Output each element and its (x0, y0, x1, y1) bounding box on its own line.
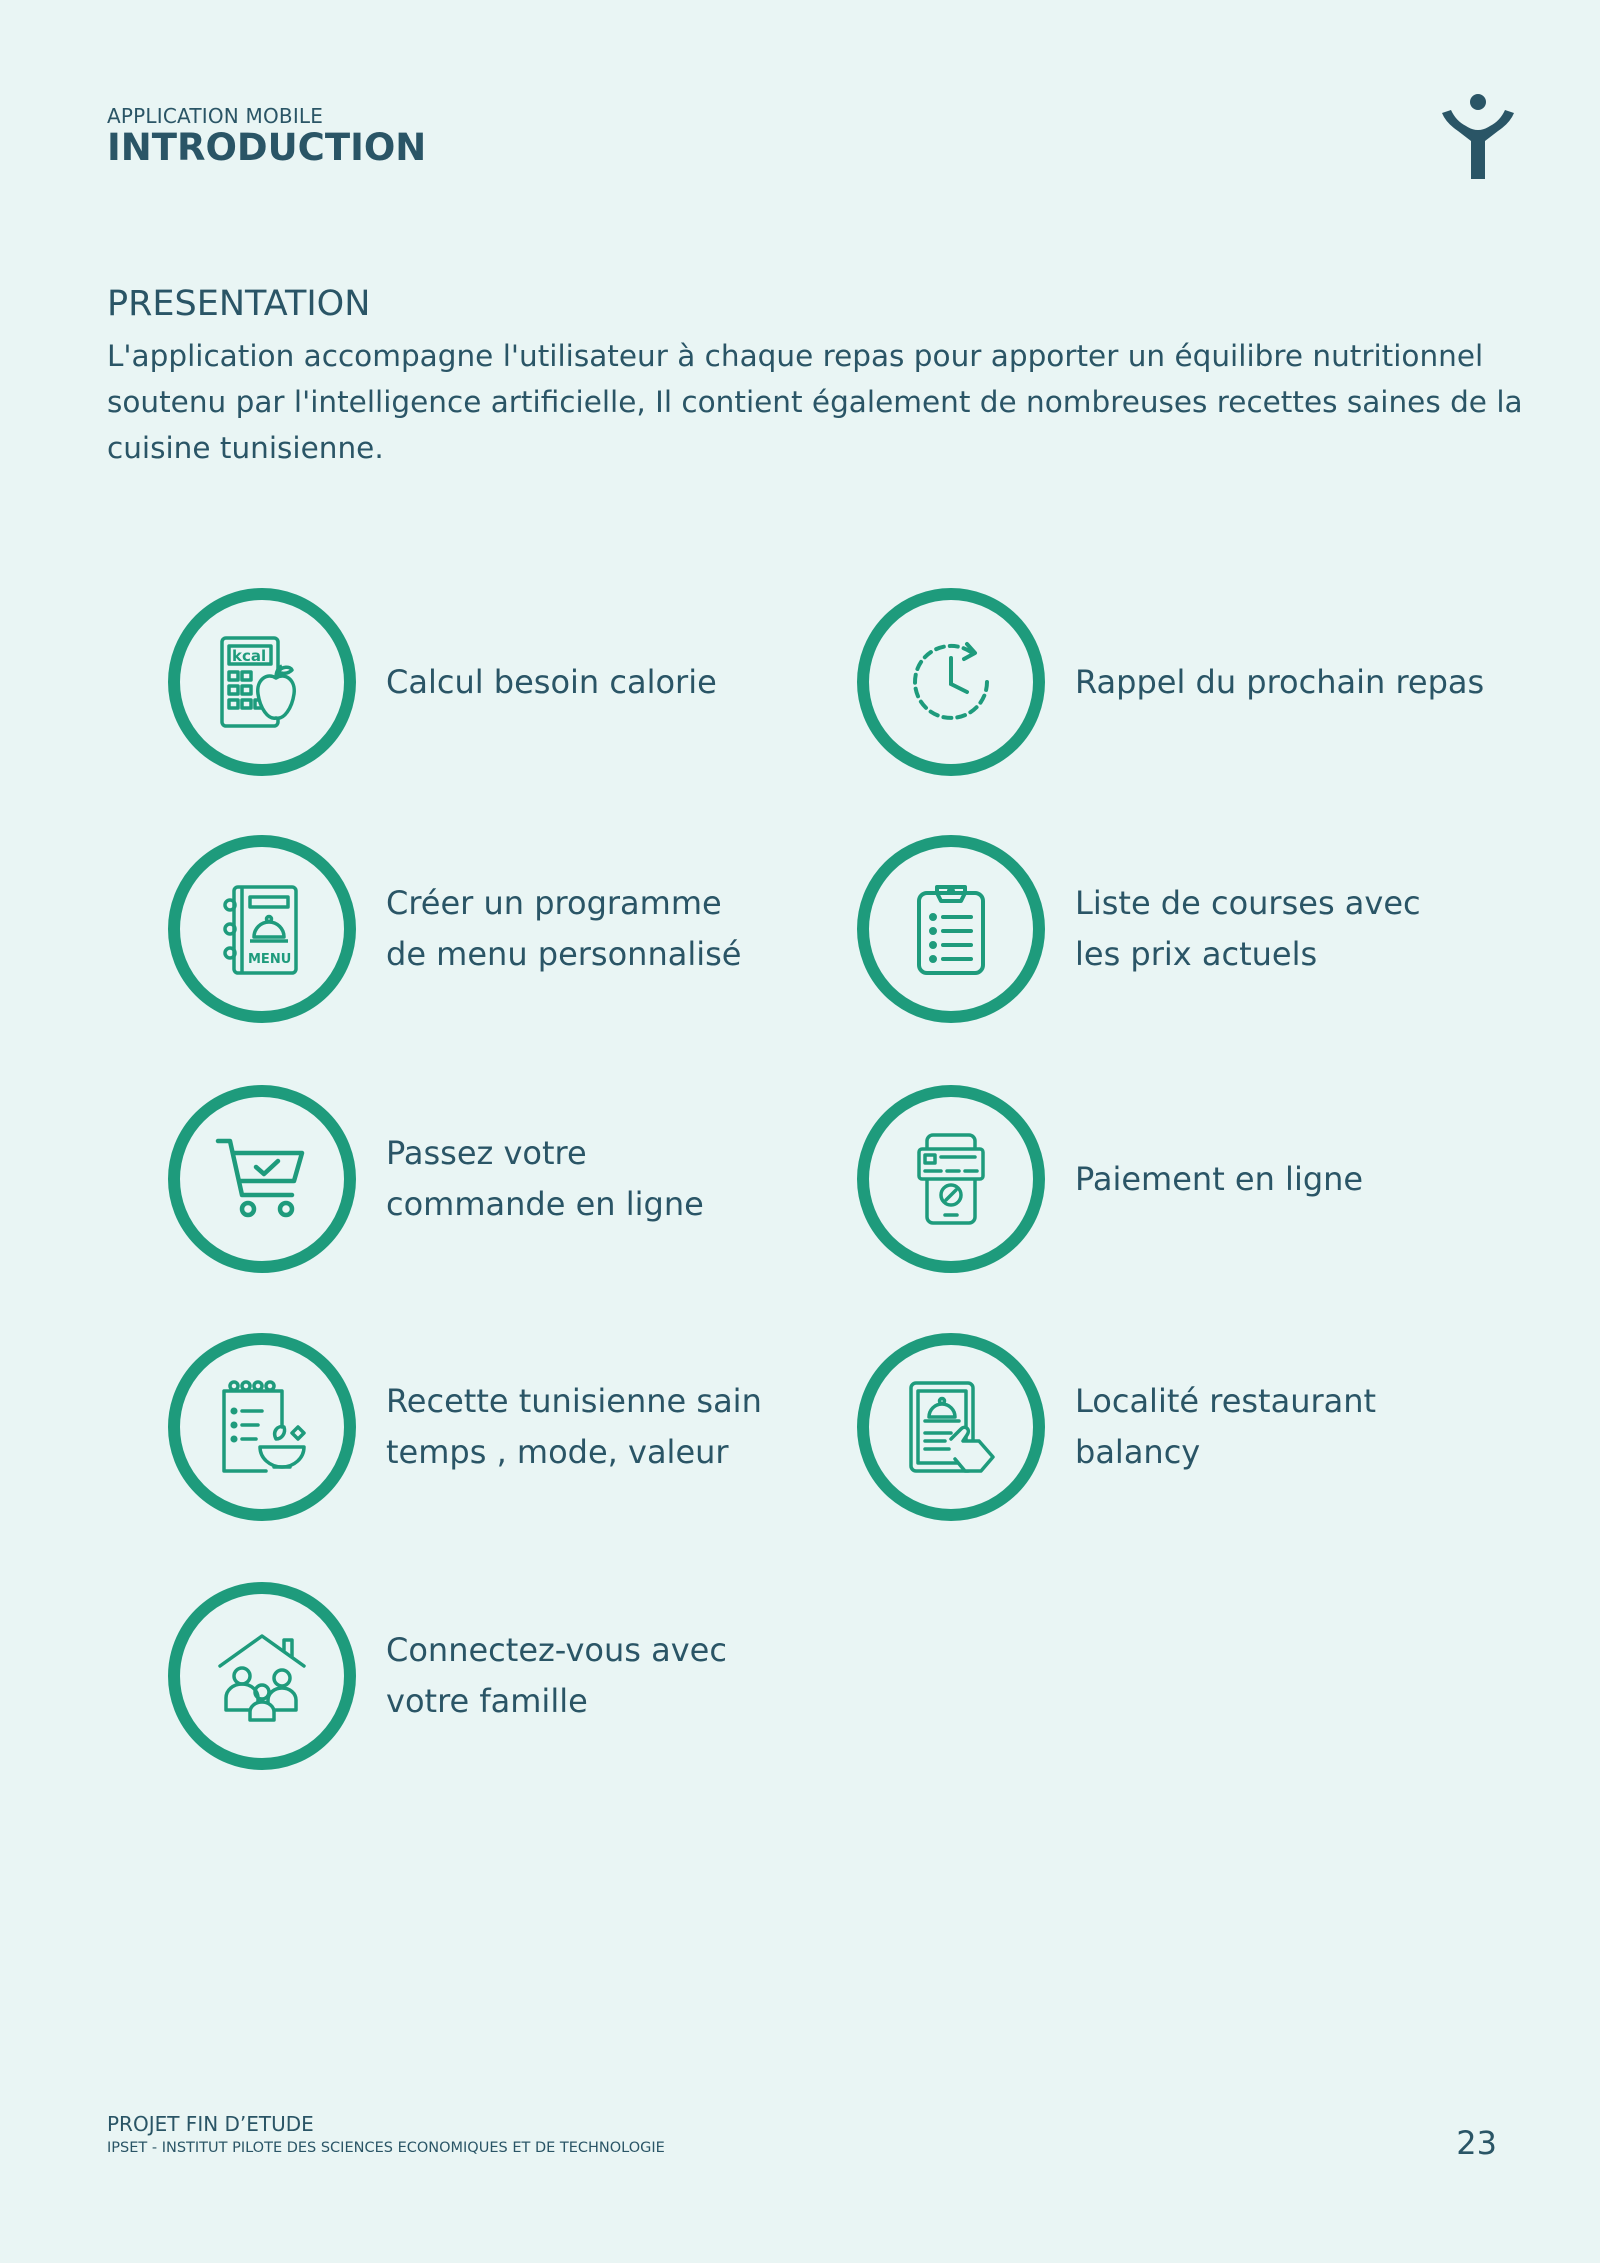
page-title: INTRODUCTION (107, 126, 427, 169)
menu-book-icon (212, 879, 312, 979)
shopping-cart-icon (212, 1129, 312, 1229)
feature-order-online (168, 1085, 704, 1273)
feature-icon-ring (857, 588, 1045, 776)
header-kicker: APPLICATION MOBILE (107, 104, 324, 128)
feature-icon-ring (168, 588, 356, 776)
restaurant-location-icon (901, 1377, 1001, 1477)
feature-icon-ring (857, 835, 1045, 1023)
feature-label: Connectez-vous avec votre famille (386, 1631, 727, 1720)
feature-shopping-list (857, 835, 1421, 1023)
recipe-notebook-icon (212, 1377, 312, 1477)
page-number: 23 (1456, 2124, 1497, 2162)
feature-icon-ring (857, 1333, 1045, 1521)
feature-label: Rappel du prochain repas (1075, 662, 1485, 701)
mobile-payment-icon (901, 1129, 1001, 1229)
feature-icon-ring (168, 1333, 356, 1521)
presentation-text: L'application accompagne l'utilisateur à chaque repas pour apporter un équilibre nutritionnel soutenu par l'intelligence artificielle, Il contient également de nombreuses recettes saines de la cuisine tunisienne. (107, 339, 1523, 465)
feature-calorie (168, 588, 717, 776)
svg-text:MENU: MENU (248, 952, 292, 967)
feature-icon-ring (168, 1582, 356, 1770)
feature-label: Paiement en ligne (1075, 1159, 1364, 1198)
section-title: PRESENTATION (107, 284, 371, 324)
brand-logo-icon (1438, 93, 1518, 179)
feature-label: Calcul besoin calorie (386, 662, 717, 701)
feature-label: Passez votre commande en ligne (386, 1134, 704, 1223)
footer-title: PROJET FIN D’ETUDE (107, 2112, 314, 2136)
clock-icon (901, 632, 1001, 732)
feature-tunisian-recipe (168, 1333, 762, 1521)
feature-online-payment (857, 1085, 1363, 1273)
svg-text:kcal: kcal (232, 647, 267, 665)
feature-icon-ring (168, 1085, 356, 1273)
feature-label: Localité restaurant balancy (1075, 1382, 1377, 1471)
feature-label: Créer un programme de menu personnalisé (386, 884, 742, 973)
family-home-icon (212, 1626, 312, 1726)
calculator-apple-icon (212, 632, 312, 732)
footer-subtitle: IPSET - INSTITUT PILOTE DES SCIENCES ECONOMIQUES ET DE TECHNOLOGIE (107, 2140, 665, 2156)
feature-label: Liste de courses avec les prix actuels (1075, 884, 1421, 973)
feature-menu-program (168, 835, 741, 1023)
feature-icon-ring (168, 835, 356, 1023)
feature-label: Recette tunisienne sain temps , mode, valeur (386, 1382, 762, 1471)
feature-restaurant-location (857, 1333, 1376, 1521)
feature-reminder (857, 588, 1484, 776)
feature-icon-ring (857, 1085, 1045, 1273)
clipboard-list-icon (901, 879, 1001, 979)
feature-family-connect (168, 1582, 727, 1770)
